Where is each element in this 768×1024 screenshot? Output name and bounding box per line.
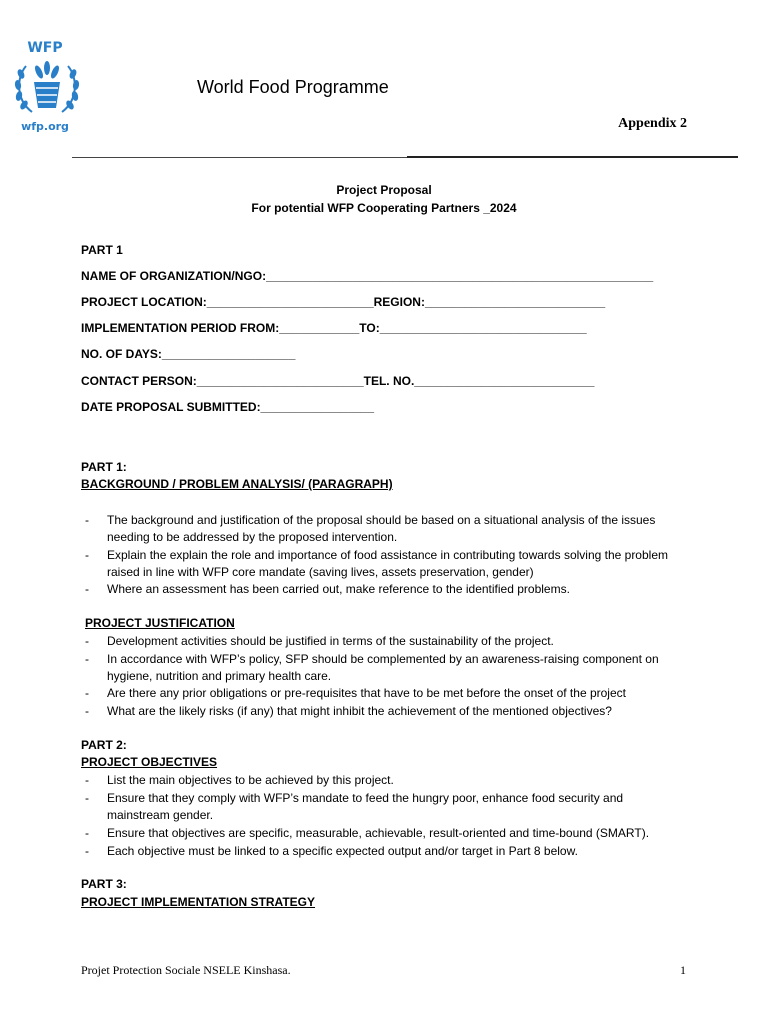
date-submitted-field: DATE PROPOSAL SUBMITTED:_________________ — [81, 400, 375, 414]
org-name-field: NAME OF ORGANIZATION/NGO:__________________________________________________________ — [81, 269, 654, 283]
logo-top-text: WFP — [27, 40, 63, 56]
implementation-period-field: IMPLEMENTATION PERIOD FROM:____________TO:_______________________________ — [81, 321, 587, 335]
part1-label: PART 1 — [81, 243, 123, 257]
background-title: BACKGROUND / PROBLEM ANALYSIS/ (PARAGRAPH) — [81, 477, 393, 491]
objectives-title: PROJECT OBJECTIVES — [81, 755, 218, 769]
appendix-label: Appendix 2 — [618, 116, 687, 131]
background-part-label: PART 1: — [81, 460, 127, 474]
wfp-emblem-icon — [12, 58, 82, 118]
days-field: NO. OF DAYS:____________________ — [81, 347, 296, 361]
strategy-part-label: PART 3: — [81, 877, 127, 891]
strategy-title: PROJECT IMPLEMENTATION STRATEGY — [81, 895, 316, 909]
proposal-title: Project Proposal — [336, 183, 432, 197]
wfp-logo — [8, 40, 86, 133]
contact-field: CONTACT PERSON:_________________________TEL. NO.___________________________ — [81, 374, 595, 388]
header-divider-thick — [407, 156, 738, 158]
footer-text: Projet Protection Sociale NSELE Kinshasa. — [81, 963, 291, 977]
location-region-field: PROJECT LOCATION:_________________________REGION:___________________________ — [81, 295, 606, 309]
header-divider-thin — [72, 157, 407, 158]
logo-bottom-text: wfp.org — [21, 120, 69, 133]
objectives-part-label: PART 2: — [81, 738, 127, 752]
justification-title: PROJECT JUSTIFICATION — [85, 616, 235, 630]
org-title: World Food Programme — [197, 77, 389, 97]
proposal-subtitle: For potential WFP Cooperating Partners _2024 — [251, 201, 517, 215]
page-number: 1 — [680, 963, 686, 977]
